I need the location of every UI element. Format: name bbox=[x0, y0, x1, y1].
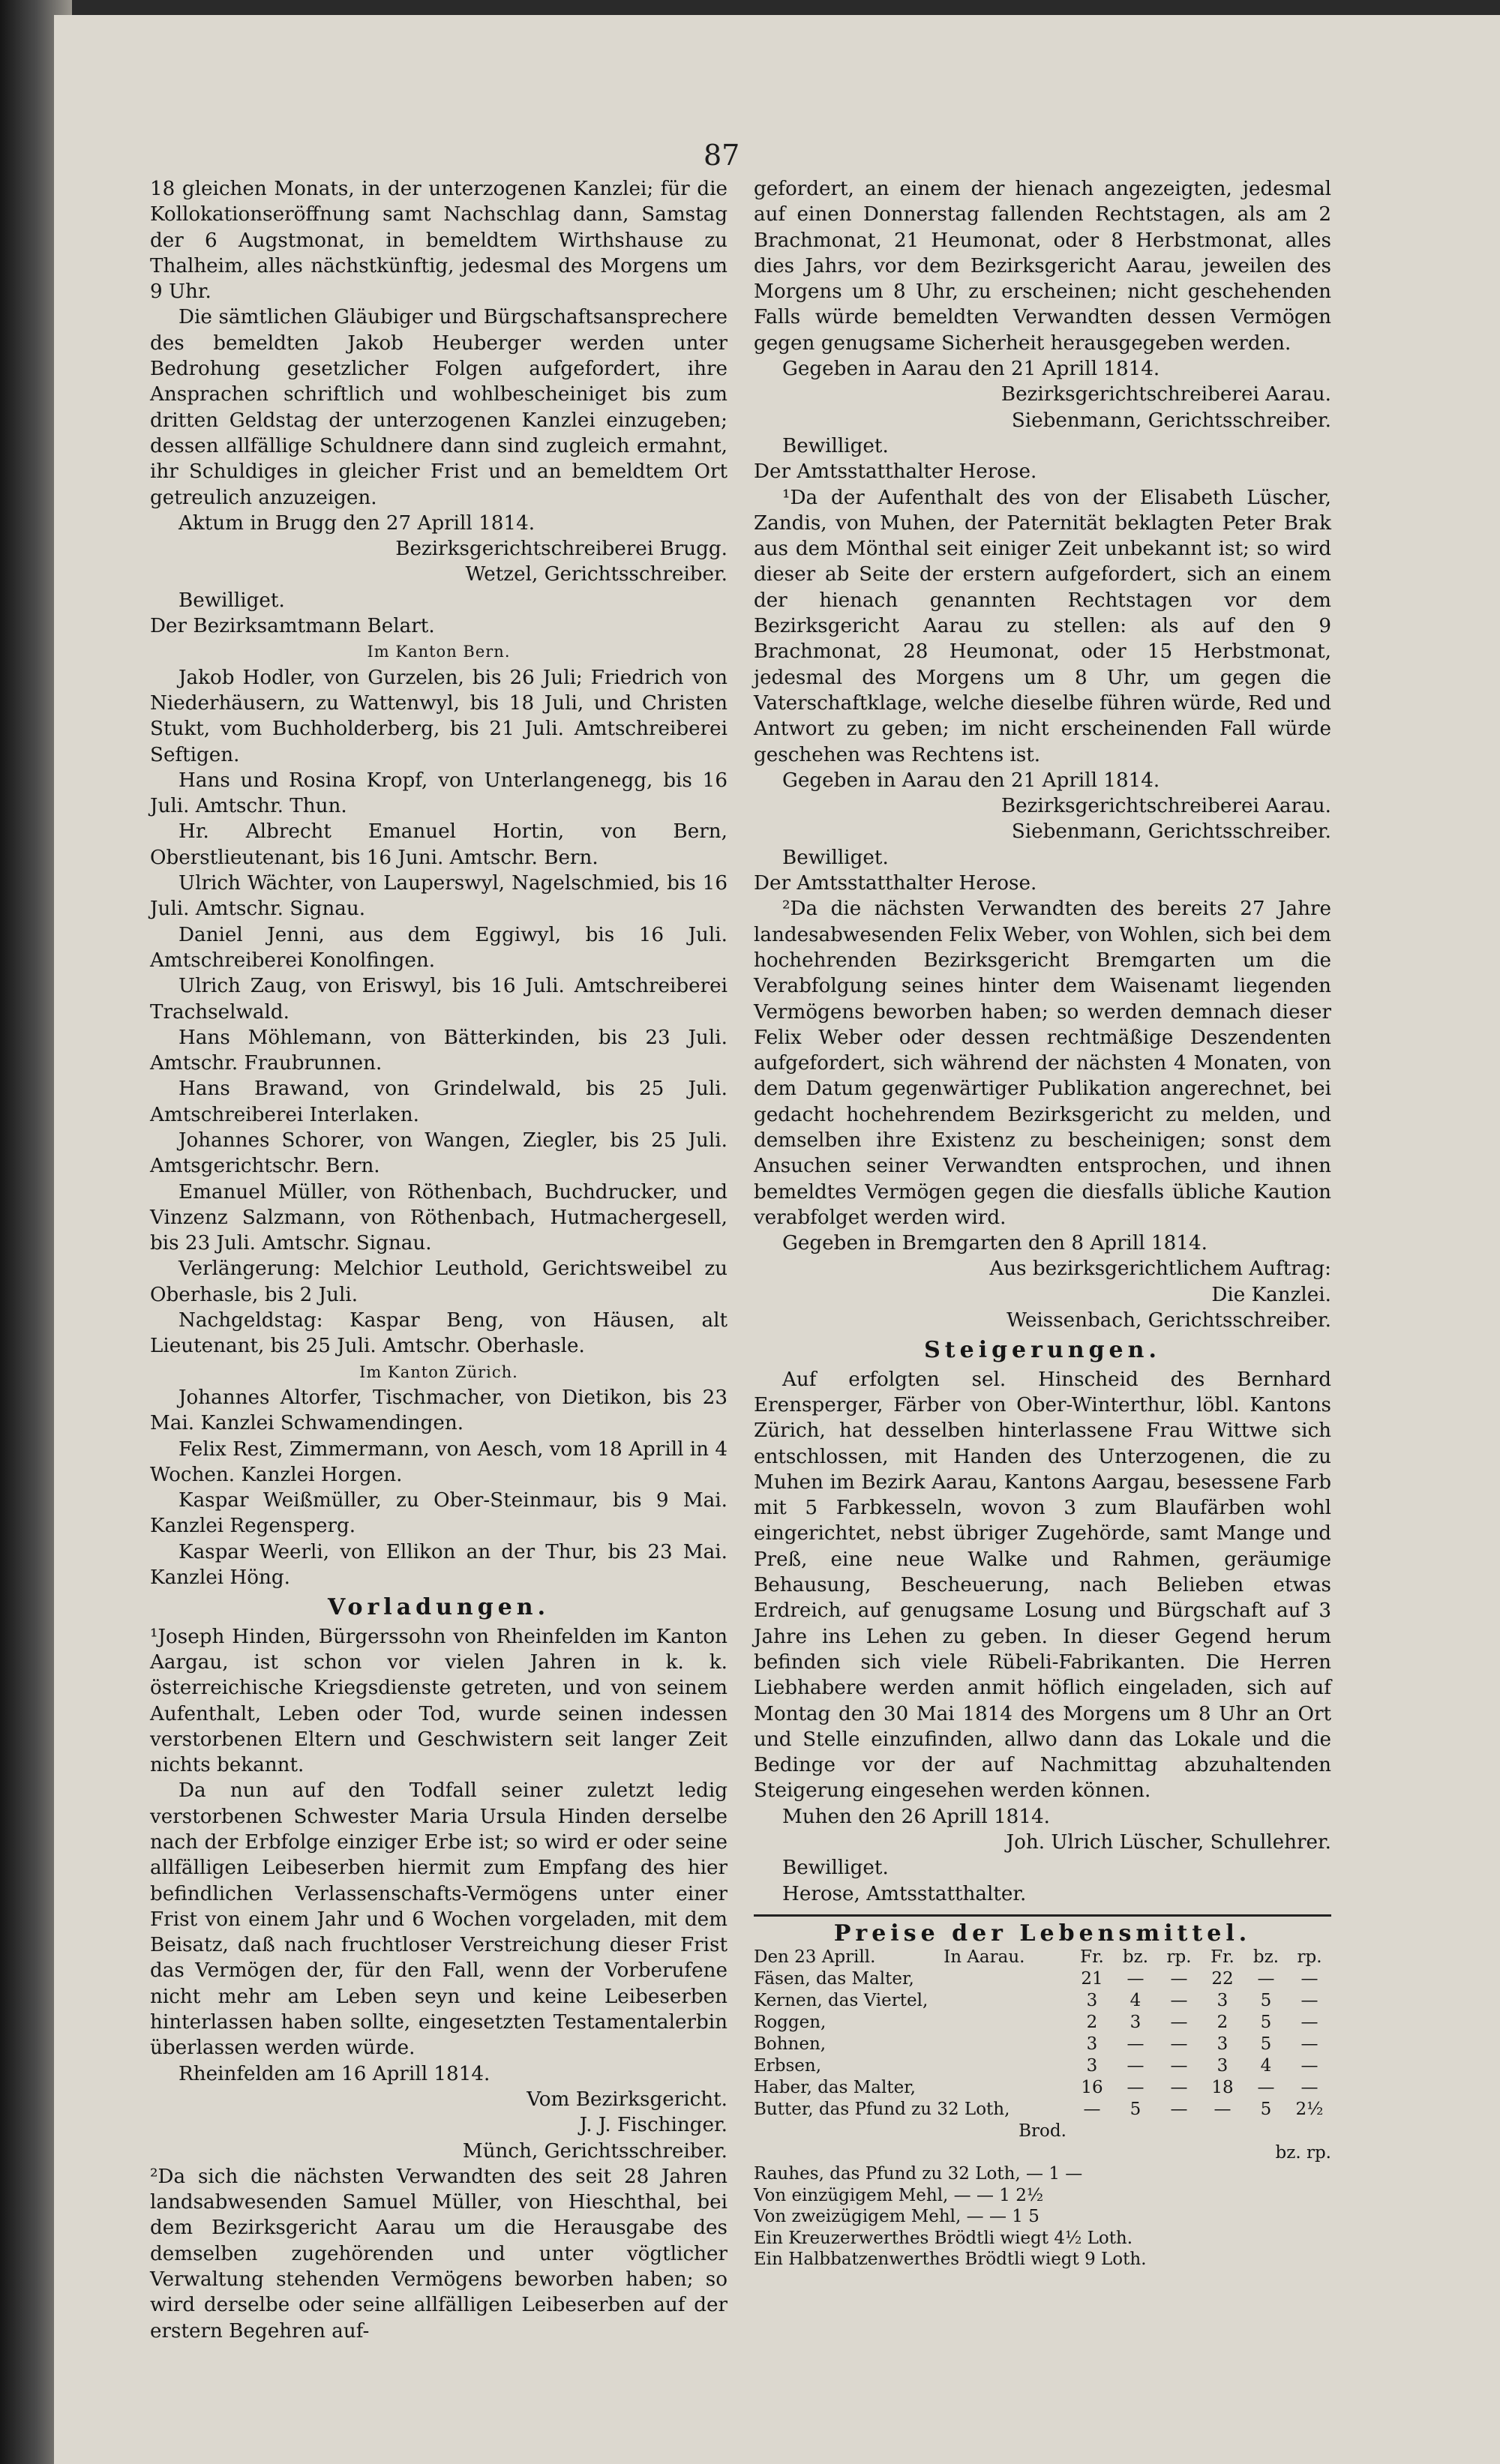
price-table-title: Preise der Lebensmittel. bbox=[833, 1920, 1252, 1947]
bread-row: Ein Halbbatzenwerthes Brödtli wiegt 9 Loth. bbox=[754, 2250, 1147, 2270]
signature-line: Aus bezirksgerichtlichem Auftrag: bbox=[989, 1257, 1331, 1281]
listing-entry: Johannes Altorfer, Tischmacher, von Dietikon, bis 23 Mai. Kanzlei Schwamendingen. bbox=[150, 1386, 728, 1435]
signature-line: Die Kanzlei. bbox=[1211, 1283, 1331, 1306]
header-bz: bz. bbox=[1252, 1947, 1280, 1968]
bread-section bbox=[754, 2121, 1331, 2271]
signature-line: Bezirksgerichtschreiberei Brugg. bbox=[395, 538, 728, 561]
bread-row: Von einzügigem Mehl, — — 1 2½ bbox=[754, 2185, 1044, 2205]
listing-entry: Kaspar Weißmüller, zu Ober-Steinmaur, bis 9 Mai. Kanzlei Regensperg. bbox=[150, 1489, 728, 1538]
value-cell: 4 bbox=[1130, 1991, 1142, 2011]
approval-line: Der Amtsstatthalter Herose. bbox=[754, 872, 1037, 895]
table-row bbox=[754, 2012, 1331, 2034]
listing-entry: Ulrich Wächter, von Lauperswyl, Nagelschmied, bis 16 Juli. Amtschr. Signau. bbox=[150, 872, 728, 921]
bread-label: Brod. bbox=[1018, 2121, 1066, 2142]
value-cell: 21 bbox=[1081, 1969, 1103, 1989]
value-cell: — bbox=[1300, 2013, 1318, 2033]
section-subheading: Im Kanton Bern. bbox=[367, 643, 511, 661]
value-cell: — bbox=[1126, 1969, 1144, 1989]
date-line: Gegeben in Aarau den 21 Aprill 1814. bbox=[782, 358, 1160, 381]
table-row bbox=[754, 2077, 1331, 2099]
signature-line: Münch, Gerichtsschreiber. bbox=[462, 2139, 728, 2163]
approval-line: Bewilliget. bbox=[782, 846, 889, 869]
bread-row: Von zweizügigem Mehl, — — 1 5 bbox=[754, 2207, 1040, 2227]
value-cell: — bbox=[1300, 2034, 1318, 2055]
paragraph: Auf erfolgten sel. Hinscheid des Bernhard Erensperger, Färber von Ober-Winterthur, löbl. Kantons Zürich, hat desselben hinterlassene Frau Wittwe sich entschlossen, mit Handen des Unterzogenen, die zu Muhen im Bezirk Aarau, Kantons Aargau, besessene Farb mit 5 Farbkesseln, wovon 3 zum Blaufärben wohl eingerichtet, nebst übriger Zugehörde, samt Mange und Preß, eine neue Walke und Rahmen, geräumige Behausung, Bescheuerung, nach Belieben etwas Erdreich, auf genugsame Losung und Bürgschaft auf 3 Jahre ins Lehen zu geben. In dieser Gegend herum befinden sich viele Rübeli-Fabrikanten. Die Herren Liebhabere werden anmit höflich eingeladen, sich auf Montag den 30 Mai 1814 des Morgens um 8 Uhr an Ort und Stelle einzufinden, allwo dann das Lokale und die Bedinge vor der auf Nachmittag abzuhaltenden Steigerung eingesehen werden können. bbox=[754, 1368, 1331, 1803]
value-cell: 4 bbox=[1260, 2056, 1272, 2076]
item-name: Kernen, das Viertel, bbox=[754, 1991, 928, 2011]
bread-units: bz. rp. bbox=[1275, 2142, 1331, 2163]
signature-line: Bezirksgerichtschreiberei Aarau. bbox=[1000, 383, 1331, 406]
listing-entry: Verlängerung: Melchior Leuthold, Gerichtsweibel zu Oberhasle, bis 2 Juli. bbox=[150, 1257, 728, 1306]
paragraph: Da nun auf den Todfall seiner zuletzt ledig verstorbenen Schwester Maria Ursula Hinden derselbe nach der Erbfolge einziger Erbe ist; so wird er oder seine allfälligen Leibeserben hiermit zum Empfang des hier befindlichen Verlassenschafts-Vermögens unter einer Frist von einem Jahr und 6 Wochen vorgeladen, mit dem Beisatz, daß nach fruchtloser Verstreichung dieser Frist das Vermögen der, für den Fall, wenn der Vorberufene nicht mehr am Leben seyn und keine Leibeserben hinterlassen haben sollte, eingesetzten Testamentalerbin überlassen werden würde. bbox=[150, 1779, 728, 2060]
value-cell: — bbox=[1170, 1991, 1188, 2011]
value-cell: — bbox=[1214, 2100, 1232, 2120]
paragraph: Die sämtlichen Gläubiger und Bürgschaftsansprechere des bemeldten Jakob Heuberger werden unter Bedrohung gesetzlicher Folgen aufgefordert, ihre Ansprachen schriftlich und wohlbescheiniget bis zum dritten Geldstag der unterzogenen Kanzlei einzugeben; dessen allfällige Schuldnere dann sind zugleich ermahnt, ihr Schuldiges in gleicher Frist und an bemeldtem Ort getreulich anzuzeigen. bbox=[150, 306, 728, 509]
paragraph: 18 gleichen Monats, in der unterzogenen Kanzlei; für die Kollokationseröffnung samt Nachschlag dann, Samstag der 6 Augstmonat, in bemeldtem Wirthshause zu Thalheim, alles nächstkünftig, jedesmal des Morgens um 9 Uhr. bbox=[150, 178, 728, 304]
value-cell: — bbox=[1170, 2056, 1188, 2076]
value-cell: — bbox=[1170, 2100, 1188, 2120]
header-date: Den 23 Aprill. bbox=[754, 1947, 876, 1968]
value-cell: — bbox=[1257, 1969, 1275, 1989]
value-cell: — bbox=[1170, 1969, 1188, 1989]
signature-line: Joh. Ulrich Lüscher, Schullehrer. bbox=[1006, 1831, 1331, 1854]
value-cell: 3 bbox=[1216, 2056, 1228, 2076]
date-line: Gegeben in Bremgarten den 8 Aprill 1814. bbox=[782, 1232, 1208, 1255]
table-row bbox=[754, 1990, 1331, 2012]
listing-entry: Johannes Schorer, von Wangen, Ziegler, bis 25 Juli. Amtsgerichtschr. Bern. bbox=[150, 1129, 728, 1178]
value-cell: 2 bbox=[1086, 2013, 1098, 2033]
listing-entry: Hans Brawand, von Grindelwald, bis 25 Juli. Amtschreiberei Interlaken. bbox=[150, 1078, 728, 1126]
listing-entry: Jakob Hodler, von Gurzelen, bis 26 Juli; Friedrich von Niederhäusern, zu Wattenwyl, bis 18 Juli, und Christen Stukt, vom Buchholderberg, bis 21 Juli. Amtschreiberei Seftigen. bbox=[150, 666, 728, 766]
paragraph: ²Da sich die nächsten Verwandten des seit 28 Jahren landsabwesenden Samuel Müller, von Hieschthal, bei dem Bezirksgericht Aarau um die Herausgabe des demselben zugehörenden und unter vögtlicher Verwaltung stehenden Vermögens beworben haben; so wird derselbe oder seine allfälligen Leibeserben auf der erstern Begehren auf- bbox=[150, 2165, 728, 2343]
item-name: Fäsen, das Malter, bbox=[754, 1969, 914, 1989]
value-cell: — bbox=[1083, 2100, 1101, 2120]
paragraph: gefordert, an einem der hienach angezeigten, jedesmal auf einen Donnerstag fallenden Rechtstagen, als am 2 Brachmonat, 21 Heumonat, oder 8 Herbstmonat, alles dies Jahrs, vor dem Bezirksgericht Aarau, jeweilen des Morgens um 8 Uhr, zu erscheinen; nicht geschehenden Falls würde bemeldten Verwandten dessen Vermögen gegen genugsame Sicherheit herausgegeben werden. bbox=[754, 178, 1331, 355]
item-name: Butter, das Pfund zu 32 Loth, bbox=[754, 2100, 1010, 2120]
approval-line: Bewilliget. bbox=[782, 1857, 889, 1880]
value-cell: 3 bbox=[1216, 2034, 1228, 2055]
value-cell: — bbox=[1300, 1991, 1318, 2011]
approval-line: Der Bezirksamtmann Belart. bbox=[150, 615, 435, 638]
listing-entry: Ulrich Zaug, von Eriswyl, bis 16 Juli. Amtschreiberei Trachselwald. bbox=[150, 975, 728, 1024]
section-heading: Vorladungen. bbox=[327, 1594, 550, 1621]
value-cell: — bbox=[1170, 2034, 1188, 2055]
value-cell: 3 bbox=[1086, 1991, 1098, 2011]
header-bz: bz. bbox=[1122, 1947, 1149, 1968]
value-cell: — bbox=[1170, 2078, 1188, 2098]
listing-entry: Hans Möhlemann, von Bätterkinden, bis 23 Juli. Amtschr. Fraubrunnen. bbox=[150, 1026, 728, 1075]
value-cell: 3 bbox=[1216, 1991, 1228, 2011]
approval-line: Bewilliget. bbox=[178, 589, 285, 612]
value-cell: 18 bbox=[1211, 2078, 1234, 2098]
listing-entry: Felix Rest, Zimmermann, von Aesch, vom 18 Aprill in 4 Wochen. Kanzlei Horgen. bbox=[150, 1437, 728, 1486]
bread-row: Rauhes, das Pfund zu 32 Loth, — 1 — bbox=[754, 2164, 1083, 2184]
value-cell: — bbox=[1126, 2078, 1144, 2098]
paragraph: ¹Joseph Hinden, Bürgerssohn von Rheinfelden im Kanton Aargau, ist schon vor vielen Jahren in k. k. österreichische Kriegsdienste getreten, und von seinem Aufenthalt, Leben oder Tod, wurde seinen indessen verstorbenen Eltern und Geschwistern seit langer Zeit nichts bekannt. bbox=[150, 1625, 728, 1777]
signature-line: Siebenmann, Gerichtsschreiber. bbox=[1011, 820, 1331, 844]
divider bbox=[754, 1914, 1331, 1917]
value-cell: 3 bbox=[1086, 2034, 1098, 2055]
listing-entry: Daniel Jenni, aus dem Eggiwyl, bis 16 Juli. Amtschreiberei Konolfingen. bbox=[150, 923, 728, 972]
value-cell: 5 bbox=[1130, 2100, 1142, 2120]
header-fr: Fr. bbox=[1210, 1947, 1234, 1968]
listing-entry: Hr. Albrecht Emanuel Hortin, von Bern, Oberstlieutenant, bis 16 Juni. Amtschr. Bern. bbox=[150, 820, 728, 869]
value-cell: — bbox=[1126, 2056, 1144, 2076]
approval-line: Bewilliget. bbox=[782, 434, 889, 457]
bread-row: Ein Kreuzerwerthes Brödtli wiegt 4½ Loth. bbox=[754, 2228, 1133, 2248]
signature-line: Siebenmann, Gerichtsschreiber. bbox=[1011, 409, 1331, 432]
value-cell: — bbox=[1170, 2013, 1188, 2033]
signature-line: Vom Bezirksgericht. bbox=[526, 2088, 728, 2111]
section-heading: Steigerungen. bbox=[924, 1337, 1161, 1364]
item-name: Bohnen, bbox=[754, 2034, 826, 2055]
table-row bbox=[754, 2055, 1331, 2077]
date-line: Rheinfelden am 16 Aprill 1814. bbox=[178, 2062, 490, 2085]
header-place: In Aarau. bbox=[944, 1947, 1025, 1968]
value-cell: — bbox=[1300, 2056, 1318, 2076]
value-cell: 5 bbox=[1260, 2013, 1272, 2033]
header-fr: Fr. bbox=[1080, 1947, 1104, 1968]
value-cell: 5 bbox=[1260, 2034, 1272, 2055]
item-name: Roggen, bbox=[754, 2013, 826, 2033]
signature-line: Weissenbach, Gerichtsschreiber. bbox=[1006, 1309, 1331, 1332]
page-number: 87 bbox=[704, 139, 740, 172]
signature-line: Wetzel, Gerichtsschreiber. bbox=[465, 563, 728, 586]
paragraph: ¹Da der Aufenthalt des von der Elisabeth Lüscher, Zandis, von Muhen, der Paternität beklagten Peter Brak aus dem Mönthal seit einiger Zeit unbekannt ist; so wird dieser ab Seite der erstern aufgefordert, sich an einem der hienach genannten Rechtstagen vor dem Bezirksgericht Aarau zu stellen: als auf den 9 Brachmonat, 28 Heumonat, oder 15 Herbstmonat, jedesmal des Morgens um 8 Uhr, um gegen die Vaterschaftklage, welche dieselbe führen würde, Red und Antwort zu geben; im nicht erscheinenden Fall würde geschehen was Rechtens ist. bbox=[754, 486, 1331, 766]
date-line: Aktum in Brugg den 27 Aprill 1814. bbox=[178, 511, 536, 535]
value-cell: 5 bbox=[1260, 1991, 1272, 2011]
value-cell: 2 bbox=[1216, 2013, 1228, 2033]
value-cell: 3 bbox=[1086, 2056, 1098, 2076]
header-rp: rp. bbox=[1297, 1947, 1322, 1968]
value-cell: — bbox=[1257, 2078, 1275, 2098]
table-header bbox=[754, 1947, 1331, 1968]
left-column bbox=[150, 176, 728, 2344]
value-cell: — bbox=[1300, 1969, 1318, 1989]
signature-line: J. J. Fischinger. bbox=[579, 2114, 728, 2137]
value-cell: 5 bbox=[1260, 2100, 1272, 2120]
listing-entry: Nachgeldstag: Kaspar Beng, von Häusen, alt Lieutenant, bis 25 Juli. Amtschr. Oberhasle. bbox=[150, 1309, 728, 1358]
item-name: Erbsen, bbox=[754, 2056, 822, 2076]
value-cell: 3 bbox=[1130, 2013, 1142, 2033]
table-row bbox=[754, 2034, 1331, 2055]
date-line: Gegeben in Aarau den 21 Aprill 1814. bbox=[782, 769, 1160, 792]
value-cell: — bbox=[1300, 2078, 1318, 2098]
table-row bbox=[754, 2099, 1331, 2121]
right-column bbox=[754, 176, 1331, 2271]
date-line: Muhen den 26 Aprill 1814. bbox=[782, 1805, 1050, 1828]
approval-line: Herose, Amtsstatthalter. bbox=[782, 1882, 1027, 1905]
paragraph: ²Da die nächsten Verwandten des bereits 27 Jahre landesabwesenden Felix Weber, von Wohlen, sich bei dem hochehrenden Bezirksgericht Bremgarten um die Verabfolgung seines hinter dem Waisenamt liegenden Vermögens beworben haben; so werden demnach dieser Felix Weber oder dessen rechtmäßige Deszendenten aufgefordert, sich während der nächsten 4 Monaten, von dem Datum gegenwärtiger Publikation angerechnet, bei gedacht hochehrendem Bezirksgericht zu melden, und demselben ihre Existenz zu bescheinigen; sonst dem Ansuchen seiner Verwandten entsprochen, und ihnen bemeldtes Vermögen gegen die diesfalls übliche Kaution verabfolget werden wird. bbox=[754, 898, 1331, 1229]
listing-entry: Kaspar Weerli, von Ellikon an der Thur, bis 23 Mai. Kanzlei Höng. bbox=[150, 1540, 728, 1590]
header-rp: rp. bbox=[1166, 1947, 1192, 1968]
price-table bbox=[754, 1947, 1331, 2121]
value-cell: 16 bbox=[1081, 2078, 1103, 2098]
listing-entry: Hans und Rosina Kropf, von Unterlangenegg, bis 16 Juli. Amtschr. Thun. bbox=[150, 769, 728, 818]
value-cell: 2½ bbox=[1295, 2100, 1324, 2120]
value-cell: 22 bbox=[1211, 1969, 1234, 1989]
listing-entry: Emanuel Müller, von Röthenbach, Buchdrucker, und Vinzenz Salzmann, von Röthenbach, Hutmachergesell, bis 23 Juli. Amtschr. Signau. bbox=[150, 1180, 728, 1255]
signature-line: Bezirksgerichtschreiberei Aarau. bbox=[1000, 795, 1331, 818]
table-row bbox=[754, 1968, 1331, 1990]
value-cell: — bbox=[1126, 2034, 1144, 2055]
approval-line: Der Amtsstatthalter Herose. bbox=[754, 460, 1037, 484]
section-subheading: Im Kanton Zürich. bbox=[359, 1362, 518, 1381]
item-name: Haber, das Malter, bbox=[754, 2078, 916, 2098]
